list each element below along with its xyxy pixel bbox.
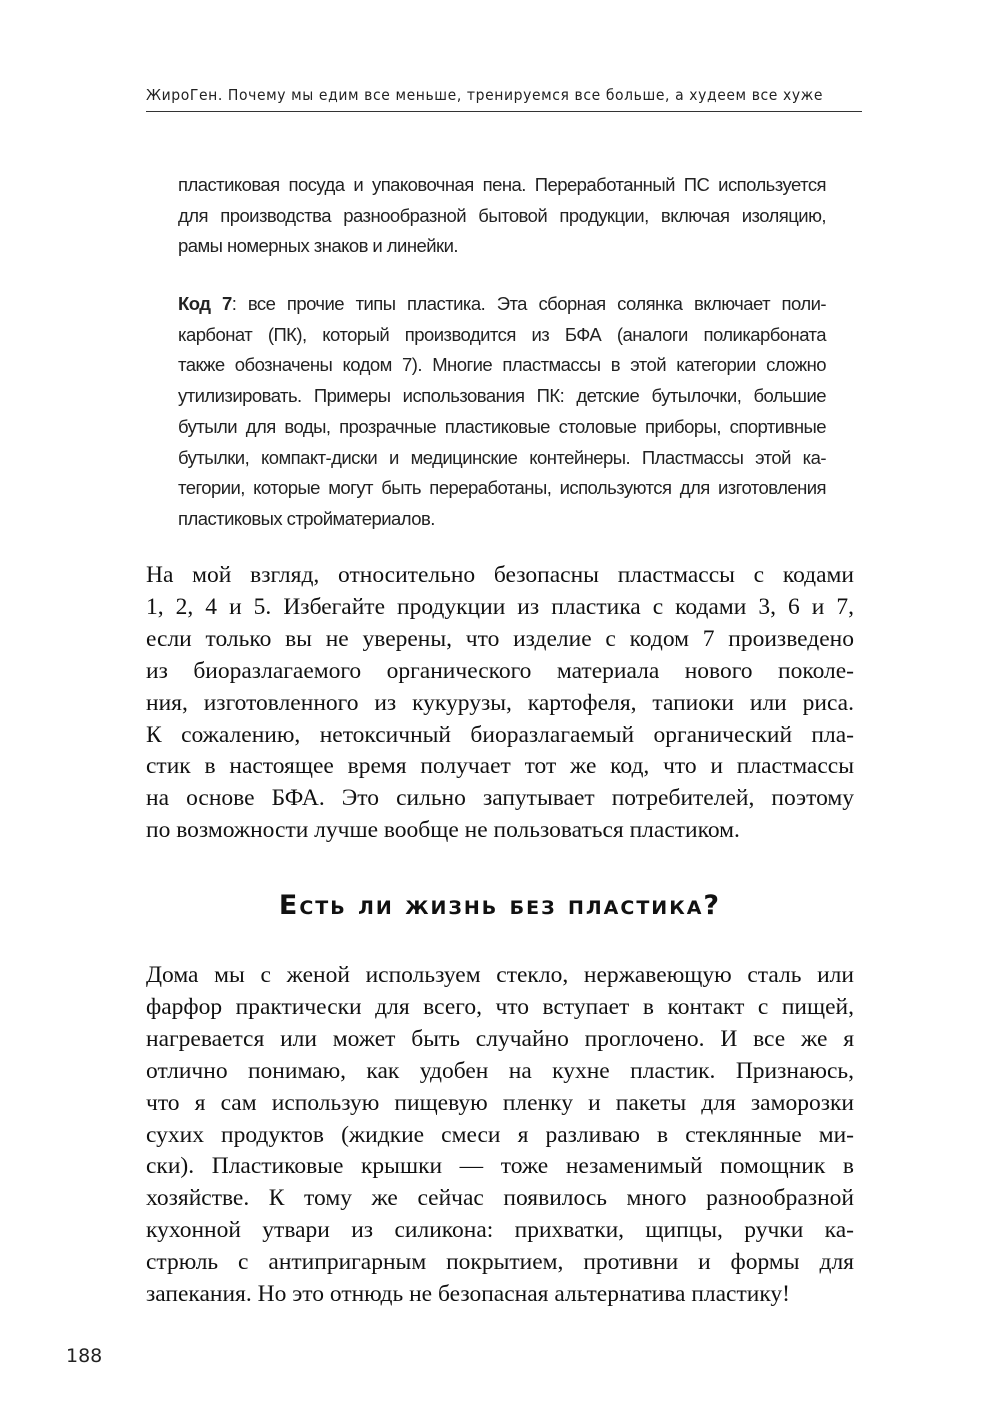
inset-line: утилизировать. Примеры использования ПК: детские бутылочки, большие	[178, 385, 826, 407]
body-line: что я сам использую пищевую пленку и пакеты для заморозки	[146, 1089, 854, 1116]
section-heading: Есть ли жизнь без пластика?	[278, 890, 722, 921]
body-line: хозяйстве. К тому же сейчас появилось много разнообразной	[146, 1185, 854, 1212]
inset-paragraph-ps	[178, 170, 826, 262]
code-7-definition-start: : все прочие типы пластика. Эта сборная солянка включает поли-	[231, 293, 826, 314]
body-line: отлично понимаю, как удобен на кухне пластик. Признаюсь,	[146, 1057, 854, 1084]
running-header-title: ЖироГен. Почему мы едим все меньше, тренируемся все больше, а худеем все хуже	[146, 86, 824, 104]
body-line: если только вы не уверены, что изделие с кодом 7 произведено	[146, 625, 854, 652]
inset-line: тегории, которые могут быть переработаны, используются для изготовления	[178, 477, 826, 499]
body-line: нагревается или может быть случайно проглочено. И все же я	[146, 1025, 854, 1052]
body-line: стрюль с антипригарным покрытием, противни и формы для	[146, 1249, 854, 1276]
body-line: по возможности лучше вообще не пользоваться пластиком.	[146, 817, 740, 844]
body-line: стик в настоящее время получает тот же код, что и пластмассы	[146, 753, 854, 780]
body-line: из биоразлагаемого органического материала нового поколе-	[146, 657, 854, 684]
body-paragraph-safe-plastics	[146, 560, 854, 847]
body-line: ния, изготовленного из кукурузы, картофеля, тапиоки или риса.	[146, 689, 854, 716]
body-line: ски). Пластиковые крышки — тоже незаменимый помощник в	[146, 1153, 854, 1180]
header-divider	[146, 111, 862, 112]
inset-line: для производства разнообразной бытовой продукции, включая изоляцию,	[178, 204, 826, 226]
body-line: на основе БФА. Это сильно запутывает потребителей, поэтому	[146, 785, 854, 812]
body-line: Дома мы с женой используем стекло, нержавеющую сталь или	[146, 962, 854, 988]
inset-line: бутыли для воды, прозрачные пластиковые столовые приборы, спортивные	[178, 415, 826, 437]
inset-line: пластиковая посуда и упаковочная пена. Переработанный ПС используется	[178, 174, 826, 195]
inset-line: рамы номерных знаков и линейки.	[178, 235, 458, 257]
body-line: кухонной утвари из силикона: прихватки, щипцы, ручки ка-	[146, 1217, 854, 1244]
inset-line: карбонат (ПК), который производится из БФА (аналоги поликарбоната	[178, 323, 826, 345]
body-paragraph-life-without-plastic	[146, 960, 854, 1311]
body-line: сухих продуктов (жидкие смеси я разливаю в стеклянные ми-	[146, 1121, 854, 1148]
body-line: запекания. Но это отнюдь не безопасная альтернатива пластику!	[146, 1281, 790, 1308]
page-number: 188	[66, 1345, 103, 1367]
inset-line-first	[178, 289, 826, 320]
inset-line: также обозначены кодом 7). Многие пластмассы в этой категории сложно	[178, 354, 826, 376]
body-line: К сожалению, нетоксичный биоразлагаемый органический пла-	[146, 721, 854, 748]
body-line: 1, 2, 4 и 5. Избегайте продукции из пластика с кодами 3, 6 и 7,	[146, 593, 854, 620]
code-7-term: Код 7	[178, 293, 232, 314]
body-line: фарфор практически для всего, что вступает в контакт с пищей,	[146, 993, 854, 1020]
inset-paragraph-code7	[178, 289, 826, 535]
inset-line: бутылки, компакт-диски и медицинские контейнеры. Пластмассы этой ка-	[178, 446, 826, 468]
inset-line: пластиковых стройматериалов.	[178, 507, 435, 529]
body-line: На мой взгляд, относительно безопасны пластмассы с кодами	[146, 562, 854, 588]
